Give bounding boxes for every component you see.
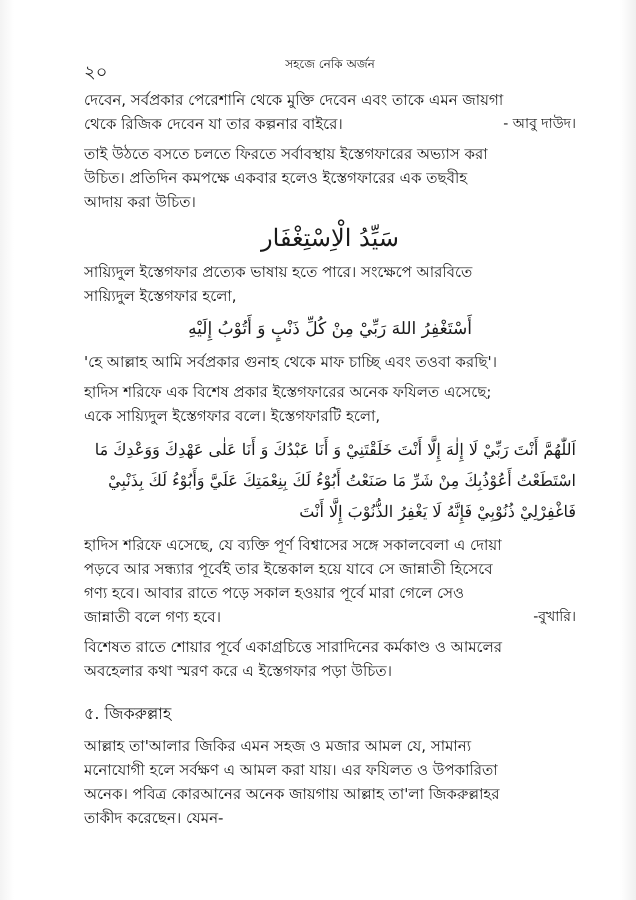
arabic-heading: سَيِّدُ الْاِسْتِغْفَار — [261, 224, 399, 252]
paragraph-hadith-virtue — [84, 533, 576, 629]
text-line — [84, 605, 576, 629]
arabic-line: فَاغْفِرْلِيْ ذُنُوْبِيْ فَإِنَّهُ لَا يَغْفِرُ الذُّنُوْبَ إِلَّا أَنْتَ — [299, 502, 576, 521]
text-line: আল্লাহ তা'আলার জিকির এমন সহজ ও মজার আমল যে, সামান্য — [84, 737, 472, 755]
paragraph-habit — [84, 142, 576, 214]
text-line: একে সায়্যিদুল ইস্তেগফার বলে। ইস্তেগফারটি হলো, — [84, 407, 381, 425]
text-line — [84, 112, 576, 136]
text-line: আদায় করা উচিত। — [84, 193, 196, 211]
text-line: পড়বে আর সন্ধ্যার পূর্বেই তার ইন্তেকাল হয়ে যাবে সে জান্নাতী হিসেবে — [84, 560, 493, 578]
paragraph-zikr — [84, 734, 576, 830]
text-line: বিশেষত রাতে শোয়ার পূর্বে একাগ্রচিত্তে সারাদিনের কর্মকাণ্ড ও আমলের — [84, 638, 502, 656]
text-line: তাকীদ করেছেন। যেমন- — [84, 809, 224, 827]
text-line-content: জান্নাতী বলে গণ্য হবে। — [84, 608, 221, 626]
text-line: উচিত। প্রতিদিন কমপক্ষে একবার হলেও ইস্তেগফারের এক তছবীহ — [84, 169, 468, 187]
text-line: দেবেন, সর্বপ্রকার পেরেশানি থেকে মুক্তি দেবেন এবং তাকে এমন জায়গা — [84, 91, 504, 109]
text-line: মনোযোগী হলে সর্বক্ষণ এ আমল করা যায়। এর ফযিলত ও উপকারিতা — [84, 761, 498, 779]
text-line: অনেক। পবিত্র কোরআনের অনেক জায়গায় আল্লাহ তা'লা জিকরুল্লাহর — [84, 785, 500, 803]
arabic-line: اسْتَطَعْتُ أَعُوْذُبِكَ مِنْ شَرِّ مَا صَنَعْتُ أَبُوْءُ لَكَ بِنِعْمَتِكَ عَلَيَّ وَأَبُوْءُ لَكَ بِذَنْبِيْ — [108, 471, 576, 490]
running-title: সহজে নেকি অর্জন — [285, 57, 375, 71]
source-attribution: - আবু দাউদ। — [503, 116, 576, 132]
text-line: অবহেলার কথা স্মরণ করে এ ইস্তেগফার পড়া উচিত। — [84, 662, 392, 680]
arabic-line: اَللّٰهُمَّ أَنْتَ رَبِّيْ لَا إِلٰهَ إِلَّا أَنْتَ خَلَقْتَنِيْ وَ أَنَا عَبْدُكَ وَ أَنَا عَلٰى عَهْدِكَ وَوَعْدِكَ مَا — [94, 440, 576, 459]
text-line: তাই উঠতে বসতে চলতে ফিরতে সর্বাবস্থায় ইস্তেগফারের অভ্যাস করা — [84, 145, 488, 163]
paragraph-translation — [84, 350, 576, 374]
page-header — [84, 48, 576, 88]
text-line: 'হে আল্লাহ আমি সর্বপ্রকার গুনাহ থেকে মাফ চাচ্ছি এবং তওবা করছি'। — [84, 353, 498, 371]
text-line: সায়্যিদুল ইস্তেগফার হলো, — [84, 287, 237, 305]
arabic-long-dua — [84, 434, 576, 527]
arabic-short-dua: أَسْتَغْفِرُ اللهَ رَبِّيْ مِنْ كُلِّ ذَنْبٍ وَ أَتُوْبُ إِلَيْهِ — [188, 319, 472, 339]
paragraph-sayyidul-intro — [84, 260, 576, 308]
page-number: ২০ — [84, 62, 108, 83]
source-attribution: -বুখারি। — [533, 609, 576, 625]
text-line-content: থেকে রিজিক দেবেন যা তার কল্পনার বাইরে। — [84, 115, 343, 133]
text-line: হাদিস শরিফে এসেছে, যে ব্যক্তি পূর্ণ বিশ্বাসের সঙ্গে সকালবেলা এ দোয়া — [84, 536, 502, 554]
paragraph-special-istighfar — [84, 380, 576, 428]
section-heading-zikrullah: ৫. জিকরুল্লাহ — [84, 704, 172, 723]
text-line: সায়্যিদুল ইস্তেগফার প্রত্যেক ভাষায় হতে পারে। সংক্ষেপে আরবিতে — [84, 263, 473, 281]
text-line: হাদিস শরিফে এক বিশেষ প্রকার ইস্তেগফারের অনেক ফযিলত এসেছে; — [84, 383, 492, 401]
paragraph-reward — [84, 88, 576, 136]
paragraph-night-advice — [84, 635, 576, 683]
text-line: গণ্য হবে। আবার রাতে পড়ে সকাল হওয়ার পূর্বে মারা গেলে সেও — [84, 584, 465, 602]
